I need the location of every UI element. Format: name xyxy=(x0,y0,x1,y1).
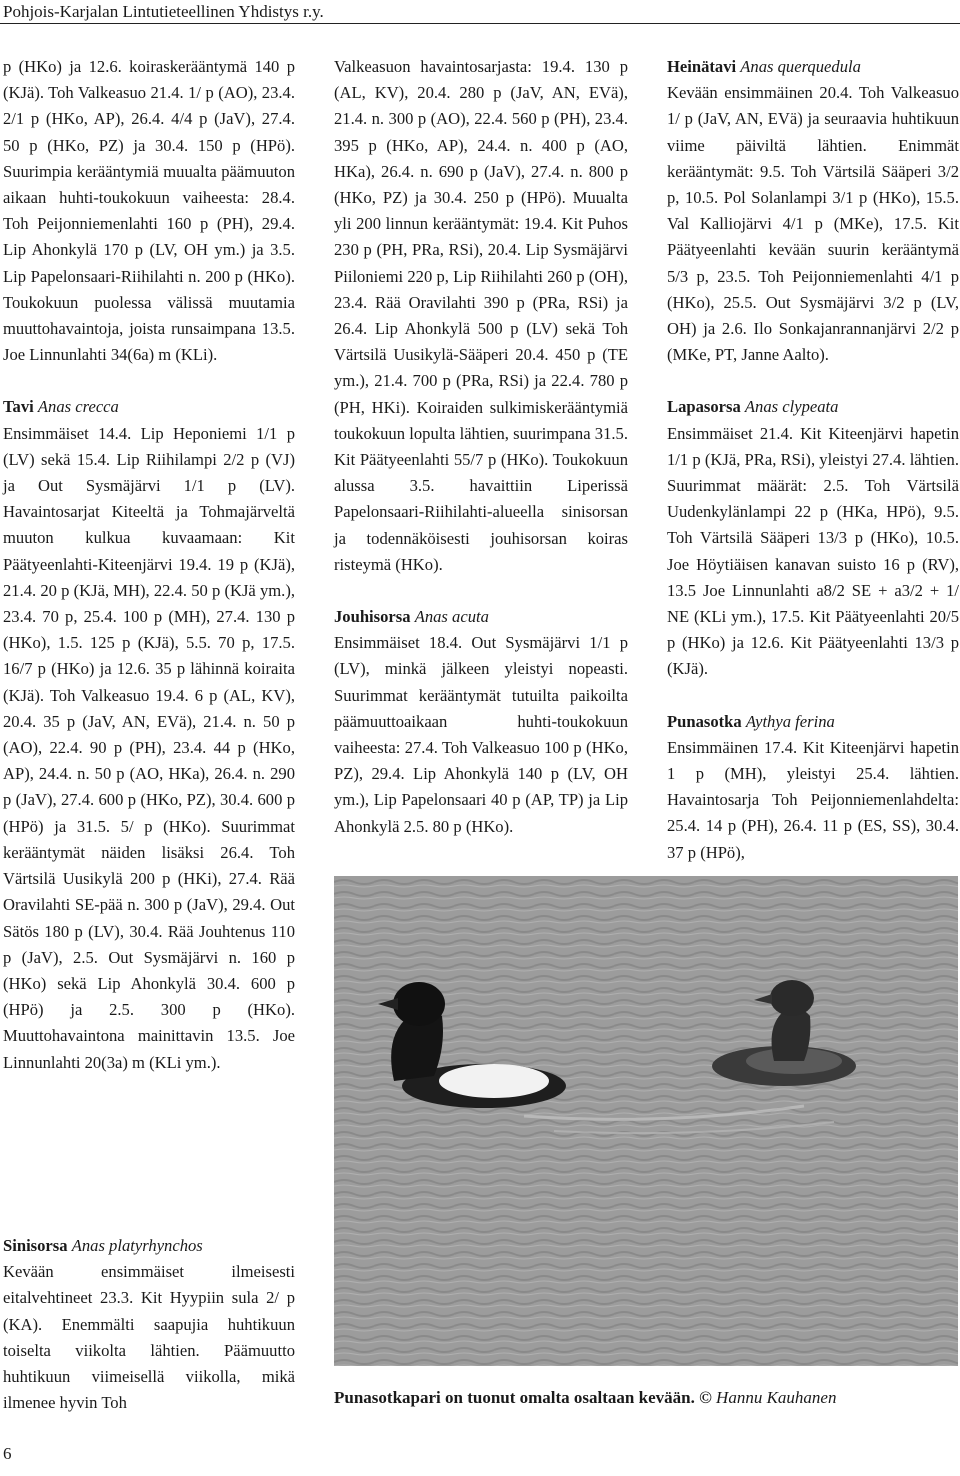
species-name: Lapasorsa xyxy=(667,397,741,417)
caption-text: Punasotkapari on tuonut omalta osaltaan kevään. © xyxy=(334,1388,712,1407)
column-right xyxy=(667,54,959,866)
species-latin: Anas acuta xyxy=(414,607,489,627)
photo-credit: Hannu Kauhanen xyxy=(716,1388,837,1407)
column-middle xyxy=(334,54,628,840)
species-name: Sinisorsa xyxy=(3,1236,68,1255)
column-left xyxy=(3,54,295,1076)
species-name: Punasotka xyxy=(667,711,742,731)
duck-photo-illustration xyxy=(334,876,958,1366)
paragraph: Ensimmäiset 14.4. Lip Heponiemi 1/1 p (LV) sekä 15.4. Lip Riihilampi 2/2 p (VJ) ja Out Sysmäjärvi 1/1 p (LV). Havaintosarjat Kiteeltä ja Tohmajärveltä muuton kulkua kuvaamaan: Kit Päätyeenlahti-Kiteenjärvi 19.4. 19 p (KJä), 21.4. 20 p (KJä, MH), 22.4. 50 p (KJä ym.), 23.4. 70 p, 25.4. 100 p (MH), 27.4. 130 p (HKo), 1.5. 125 p (KJä), 5.5. 70 p, 17.5. 16/7 p (HKo) ja 12.6. 35 p lähinnä koiraita (KJä). Toh Valkeasuo 19.4. 6 p (AL, KV), 20.4. 35 p (JaV, AN, EVä), 21.4. n. 50 p (AO), 22.4. 90 p (PH), 23.4. 44 p (HKo, AP), 24.4. n. 50 p (AO, HKa), 26.4. n. 290 p (JaV), 27.4. 600 p (HKo, PZ), 30.4. 600 p (HPö) ja 31.5. 5/ p (HKo). Suurimmat kerääntymät näiden lisäksi 26.4. Toh Värtsilä Uusikylä 200 p (HKi), 27.4. Rää Oravilahti SE-pää n. 300 p (JaV), 29.4. Out Sätös 180 p (LV), 30.4. Rää Jouhtenus 110 p (JaV), 2.5. Out Sysmäjärvi n. 160 p (HKo) sekä Lip Ahonkylä 30.4. 600 p (HPö) ja 2.5. 300 p (HKo). Muuttohavaintona mainittavin 13.5. Joe Linnunlahti 20(3a) m (KLi ym.). xyxy=(3,423,295,1072)
journal-header xyxy=(0,0,960,24)
species-heading-tavi xyxy=(3,394,295,420)
paragraph: Ensimmäiset 18.4. Out Sysmäjärvi 1/1 p (LV), minkä jälkeen yleistyi nopeasti. Suurimmat kerääntymät tutuilta paikoilta päämuuttoaikaan huhti-toukokuun vaiheesta: 27.4. Toh Valkeasuo 100 p (HKo, PZ), 29.4. Lip Ahonkylä 140 p (LV, OH ym.), Lip Papelonsaari 40 p (AP, TP) ja Lip Ahonkylä 2.5. 80 p (HKo). xyxy=(334,633,628,836)
species-heading-lapasorsa xyxy=(667,394,959,420)
section-sinisorsa xyxy=(3,1233,295,1416)
species-heading-jouhisorsa xyxy=(334,604,628,630)
paragraph: Kevään ensimmäiset ilmeisesti eitalvehtineet 23.3. Kit Hyypiin sula 2/ p (KA). Enemmälti saapujia huhtikuun toiselta viikolta lähtien. Päämuutto huhtikuun viimeisellä viikolla, mikä ilmenee hyvin Toh xyxy=(3,1262,295,1413)
species-latin: Anas clypeata xyxy=(744,397,839,417)
paragraph: Ensimmäiset 21.4. Kit Kiteenjärvi hapetin 1/1 p (KJä, PRa, RSi), yleistyi 27.4. lähtien. Suurimmat määrät: 2.5. Toh Värtsilä Uudenkylänlampi 22 p (HKa, HPö), 9.5. Toh Värtsilä Sääperi 13/3 p (HKo), 10.5. Joe Höytiäisen kanavan suisto 16 p (RV), 13.5 Joe Linnunlahti a8/2 SE + a3/2 + 1/ NE (KLi ym.), 17.5. Kit Päätyeenlahti 20/5 p (HKo) ja 12.6. Kit Päätyeenlahti 13/3 p (KJä). xyxy=(667,423,959,679)
page-number: 6 xyxy=(3,1444,12,1463)
species-latin: Anas platyrhynchos xyxy=(71,1236,203,1255)
journal-title: Pohjois-Karjalan Lintutieteellinen Yhdistys r.y. xyxy=(3,2,324,21)
species-name: Heinätavi xyxy=(667,57,737,76)
species-name: Jouhisorsa xyxy=(334,607,411,627)
species-name: Tavi xyxy=(3,397,34,417)
species-heading-sinisorsa xyxy=(3,1233,295,1259)
species-latin: Aythya ferina xyxy=(745,711,835,731)
species-latin: Anas querquedula xyxy=(740,57,861,76)
duck-photo xyxy=(334,876,958,1366)
figure-caption xyxy=(334,1386,958,1410)
paragraph: Valkeasuon havaintosarjasta: 19.4. 130 p (AL, KV), 20.4. 280 p (JaV, AN, EVä), 21.4. n. 300 p (AO), 22.4. 560 p (PH), 23.4. 395 p (HKo, AP), 24.4. n. 400 p (AO, HKa), 26.4. n. 690 p (JaV), 27.4. n. 800 p (HKo, PZ) ja 30.4. 250 p (HPö). Muualta yli 200 linnun kerääntymät: 19.4. Kit Puhos 230 p (PH, PRa, RSi), 20.4. Lip Sysmäjärvi Piiloniemi 220 p, Lip Riihilahti 260 p (OH), 23.4. Rää Oravilahti 390 p (PRa, RSi) ja 26.4. Lip Ahonkylä 500 p (LV) sekä Toh Värtsilä Uusikylä-Sääperi 20.4. 450 p (TE ym.), 21.4. 700 p (PRa, RSi) ja 22.4. 780 p (PH, HKi). Koiraiden sulkimiskerääntymiä toukokuun lopulta lähtien, suurimpana 31.5. Kit Päätyeenlahti 55/7 p (HKo). Toukokuun alussa 3.5. havaittiin Liperissä Papelonsaari-Riihilahti-alueella sinisorsan ja todennäköisesti jouhisorsan koiras risteymä (HKo). xyxy=(334,57,628,574)
species-heading-punasotka xyxy=(667,709,959,735)
paragraph: Kevään ensimmäinen 20.4. Toh Valkeasuo 1/ p (JaV, AN, EVä) ja seuraavia huhtikuun viime päiviltä lähtien. Enimmät kerääntymät: 9.5. Toh Värtsilä Sääperi 3/2 p, 10.5. Pol Solanlampi 3/1 p (HKo), 15.5. Val Kalliojärvi 4/1 p (MKe), 17.5. Kit Päätyeenlahti kevään suurin kerääntymä 5/3 p, 23.5. Toh Peijonniemenlahti 4/1 p (HKo), 25.5. Out Sysmäjärvi 3/2 p (LV, OH) ja 2.6. Ilo Sonkajanrannanjärvi 2/2 p (MKe, PT, Janne Aalto). xyxy=(667,83,959,365)
species-latin: Anas crecca xyxy=(37,397,119,417)
paragraph: p (HKo) ja 12.6. koiraskerääntymä 140 p (KJä). Toh Valkeasuo 21.4. 1/ p (AO), 23.4. 2/1 p (HKo, AP), 26.4. 4/4 p (JaV), 27.4. 50 p (HKo, PZ) ja 30.4. 150 p (HPö). Suurimpia kerääntymiä muualta päämuuton aikaan huhti-toukokuun vaiheesta: 28.4. Toh Peijonniemenlahti 160 p (PH), 29.4. Lip Ahonkylä 170 p (LV, OH ym.) ja 3.5. Lip Papelonsaari-Riihilahti n. 200 p (HKo). Toukokuun puolessa välissä muutamia muuttohavaintoja, joista runsaimpana 13.5. Joe Linnunlahti 34(6a) m (KLi). xyxy=(3,57,295,365)
species-heading-heinatavi xyxy=(667,54,959,80)
paragraph: Ensimmäinen 17.4. Kit Kiteenjärvi hapetin 1 p (MH), yleistyi 25.4. lähtien. Havaintosarja Toh Peijonniemenlahdelta: 25.4. 14 p (PH), 26.4. 11 p (ES, SS), 30.4. 37 p (HPö), xyxy=(667,737,959,862)
